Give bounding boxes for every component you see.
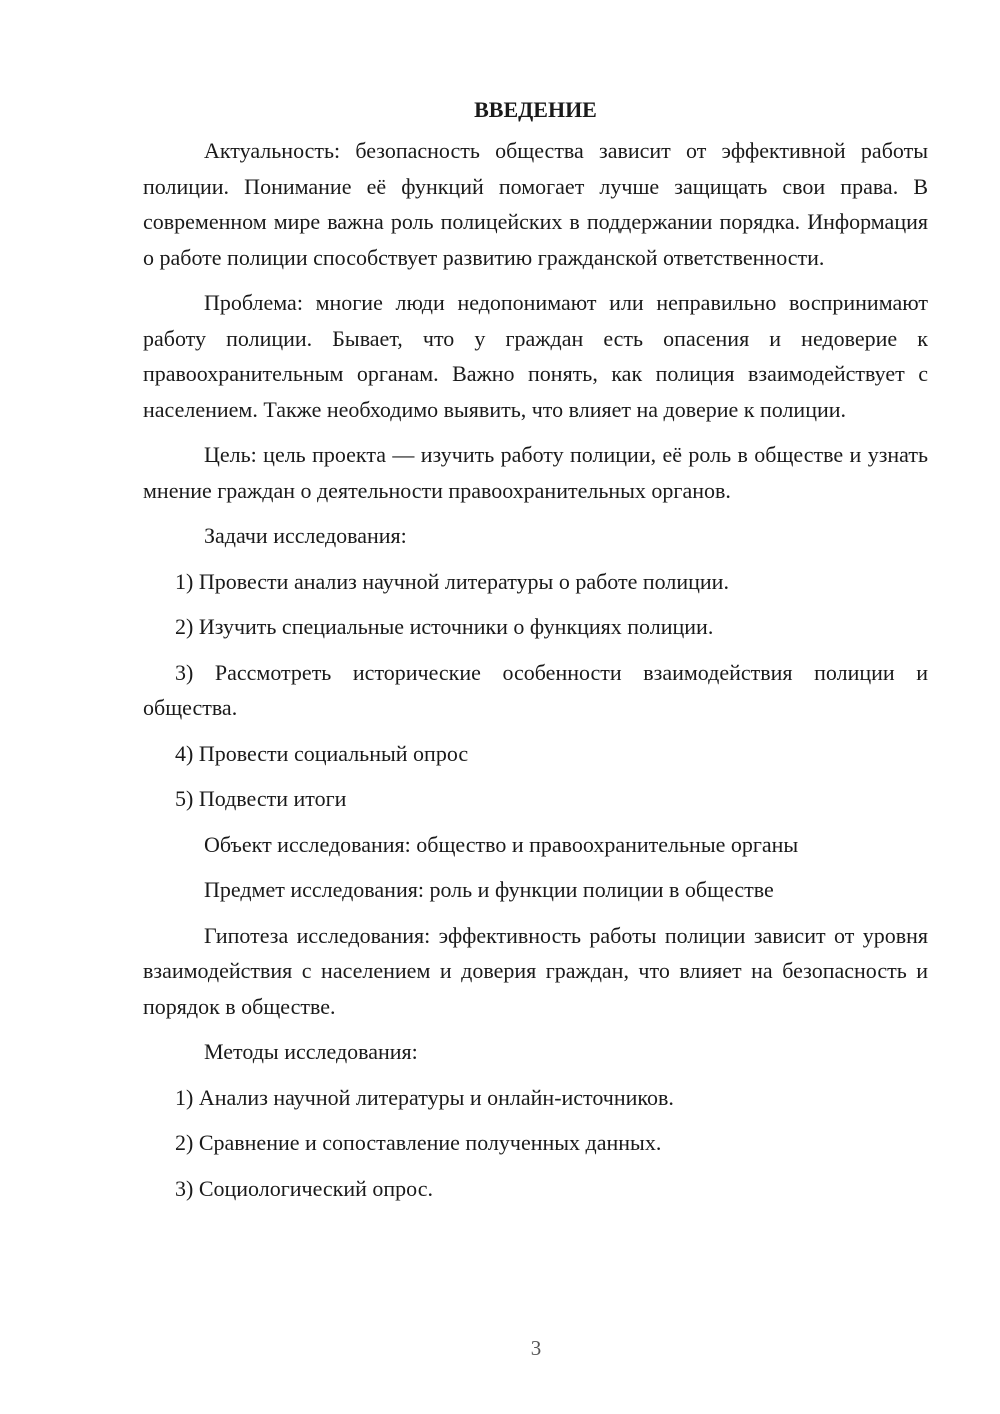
object-paragraph: Объект исследования: общество и правоохранительные органы: [204, 831, 799, 857]
page-number: 3: [530, 1336, 542, 1360]
hypothesis-paragraph: Гипотеза исследования: эффективность работы полиции зависит от уровня взаимодействия с населением и доверия граждан, что влияет на безопасность и порядок в обществе.: [143, 922, 928, 1019]
method-item: 1) Анализ научной литературы и онлайн-источников.: [175, 1084, 674, 1110]
document-page: [143, 92, 928, 1216]
section-title: ВВЕДЕНИЕ: [474, 97, 597, 122]
method-item: 3) Социологический опрос.: [175, 1175, 433, 1201]
goal-paragraph: Цель: цель проекта — изучить работу полиции, её роль в обществе и узнать мнение граждан о деятельности правоохранительных органов.: [143, 442, 928, 503]
task-item: 2) Изучить специальные источники о функциях полиции.: [175, 614, 714, 639]
methods-heading: Методы исследования:: [204, 1039, 418, 1064]
subject-paragraph: Предмет исследования: роль и функции полиции в обществе: [204, 877, 774, 902]
method-item: 2) Сравнение и сопоставление полученных данных.: [175, 1130, 662, 1155]
task-item: 1) Провести анализ научной литературы о работе полиции.: [175, 568, 729, 594]
task-item: 4) Провести социальный опрос: [175, 740, 469, 766]
task-item: 3) Рассмотреть исторические особенности взаимодействия полиции и общества.: [143, 659, 928, 720]
relevance-paragraph: Актуальность: безопасность общества зависит от эффективной работы полиции. Понимание её функций помогает лучше защищать свои права. В современном мире важна роль полицейских в поддержании порядка. Информация о работе полиции способствует развитию гражданской ответственности.: [143, 138, 928, 270]
task-item: 5) Подвести итоги: [175, 786, 347, 811]
problem-paragraph: Проблема: многие люди недопонимают или неправильно воспринимают работу полиции. Бывает, что у граждан есть опасения и недоверие к правоохранительным органам. Важно понять, как полиция взаимодействует с населением. Также необходимо выявить, что влияет на доверие к полиции.: [143, 290, 928, 422]
tasks-heading: Задачи исследования:: [204, 523, 407, 548]
